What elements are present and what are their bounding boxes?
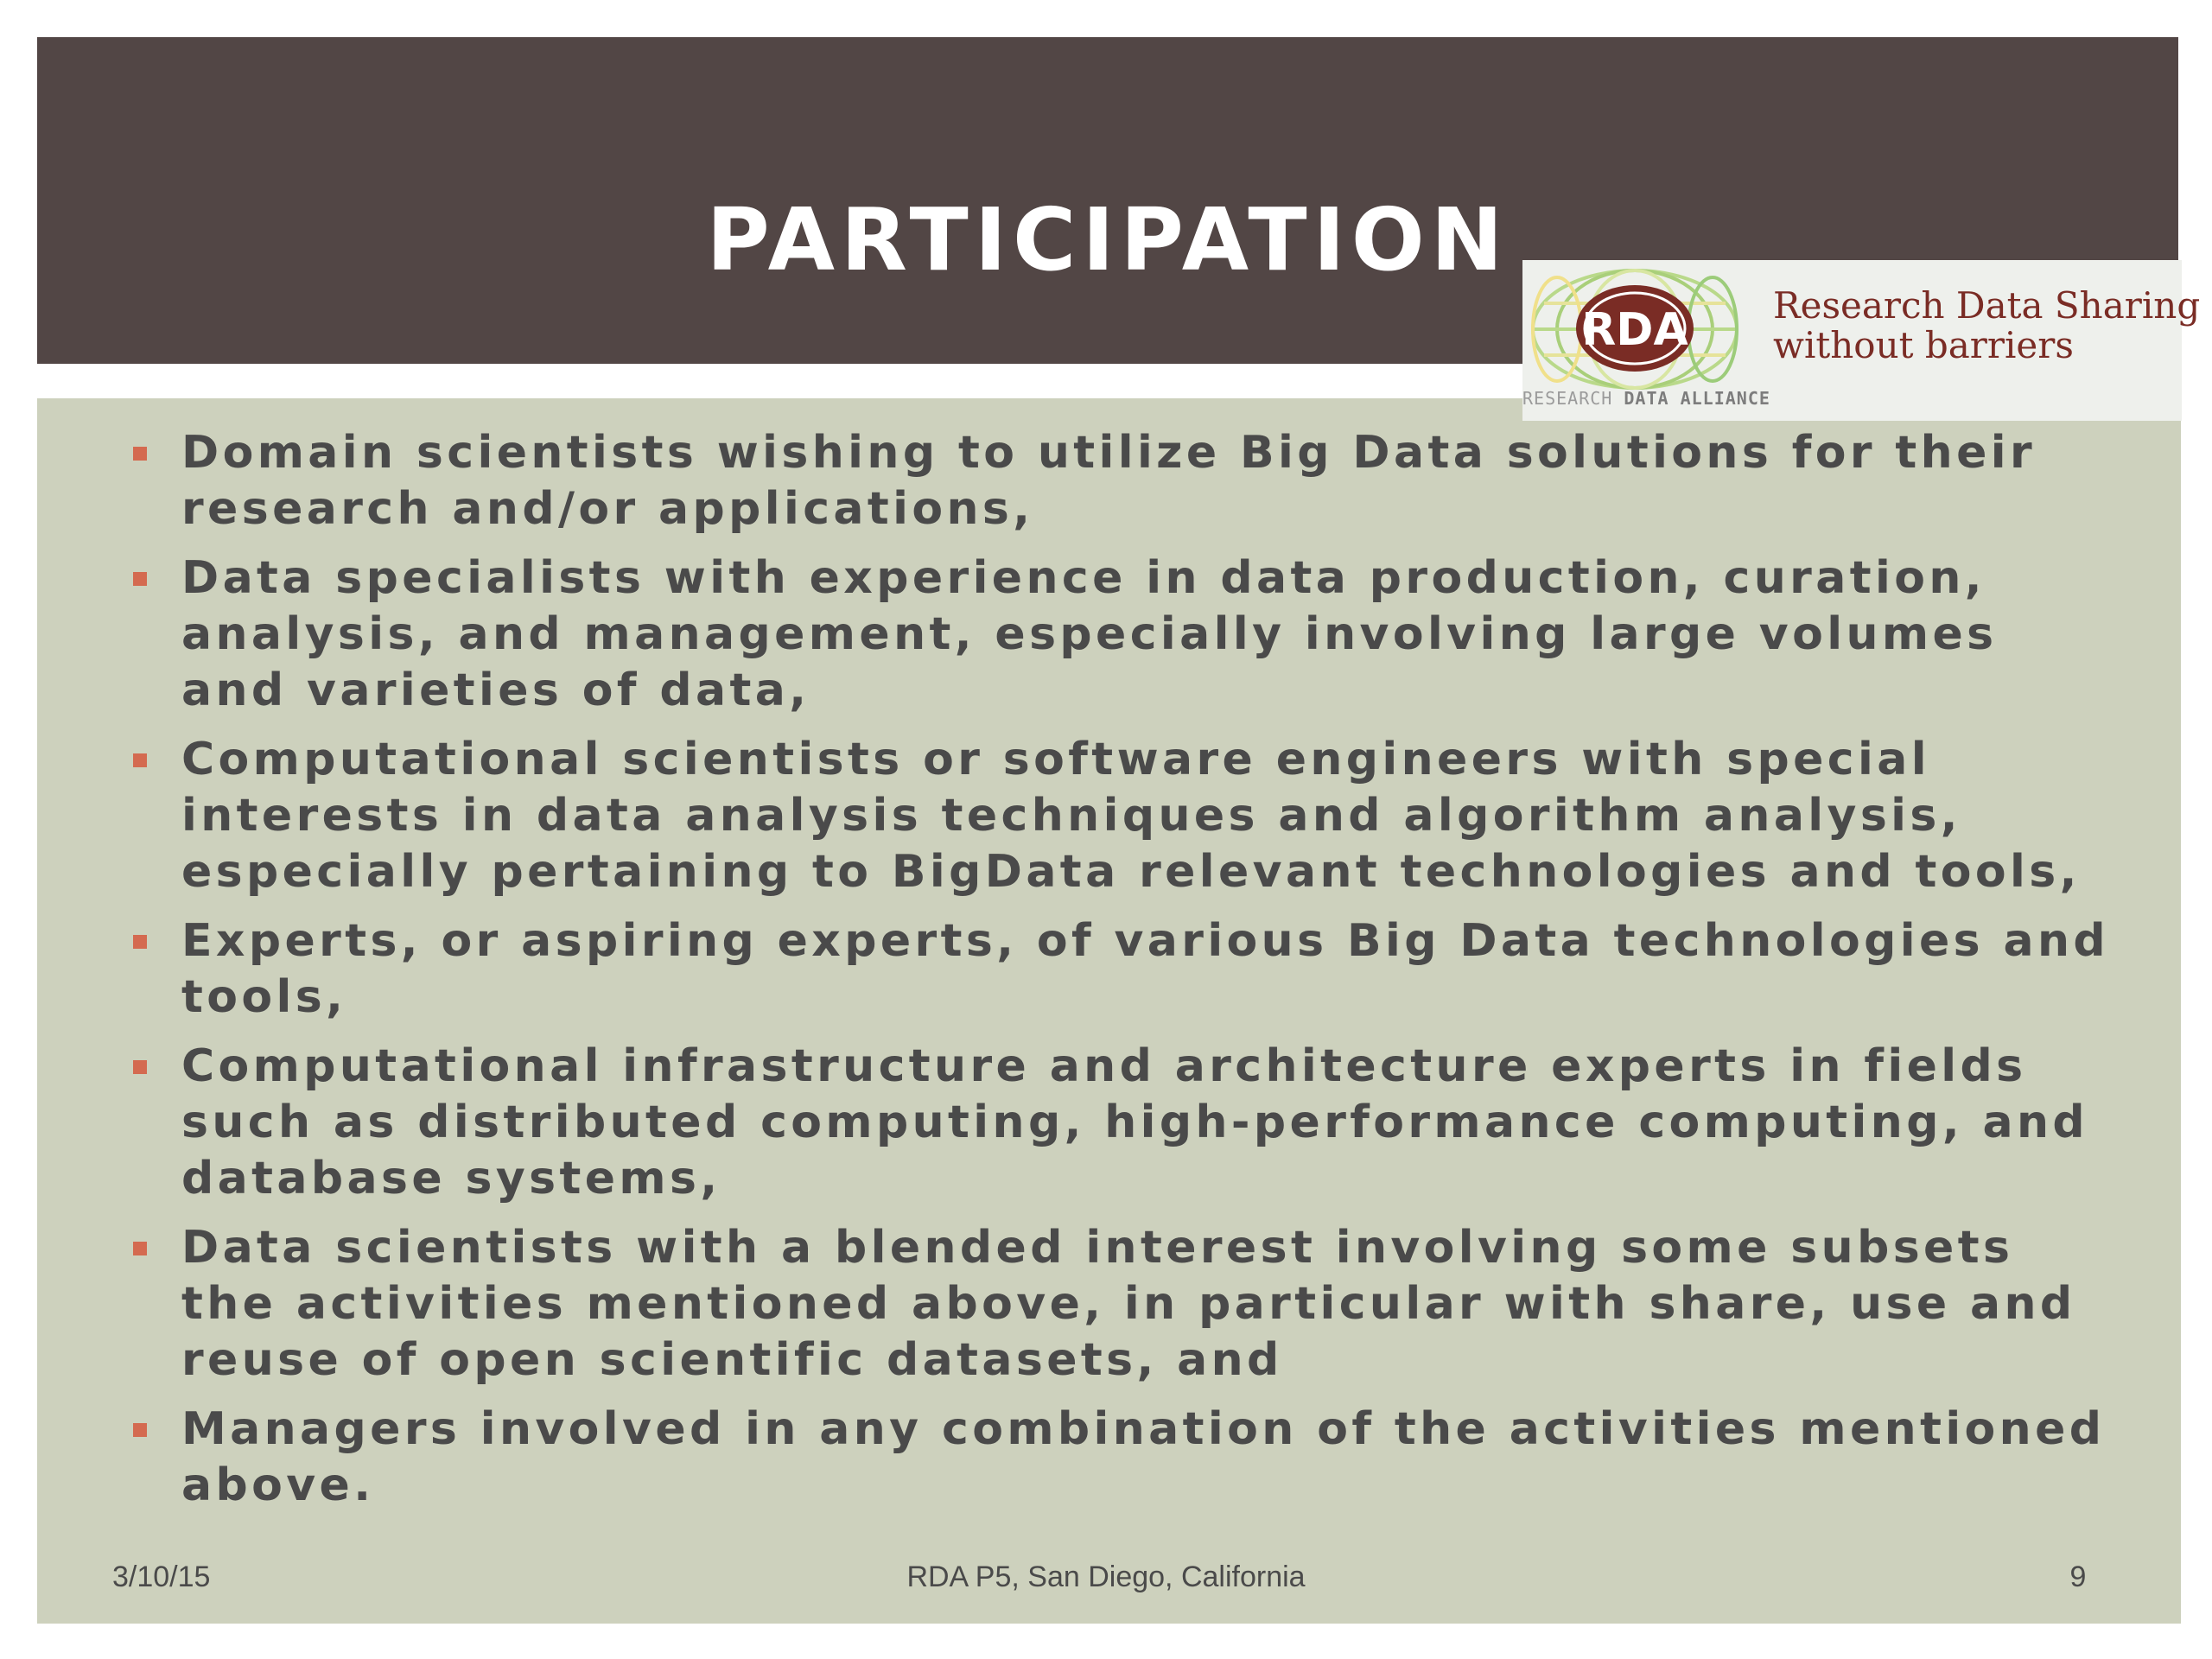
bullet-text: Domain scientists wishing to utilize Big Data solutions for their research and/or applications, [181, 427, 2037, 535]
bullet-item [128, 1402, 2115, 1514]
bullet-square-icon [133, 447, 147, 461]
rda-logo [1522, 260, 2201, 421]
bullet-item [128, 425, 2115, 537]
logo-tagline [1773, 286, 2200, 365]
rda-abbr: RDA [1581, 304, 1688, 356]
tagline-line-1: Research Data Sharing [1773, 284, 2201, 327]
logo-org-name [1522, 388, 1770, 409]
org-name-research: RESEARCH [1522, 388, 1613, 409]
bullet-item [128, 1039, 2115, 1207]
bullet-square-icon [133, 572, 147, 586]
footer-event: RDA P5, San Diego, California [906, 1560, 1306, 1593]
bullet-list [128, 425, 2115, 1527]
slide-title: PARTICIPATION [706, 189, 1510, 290]
page-number: 9 [2069, 1560, 2087, 1593]
tagline-line-2: without barriers [1773, 324, 2074, 366]
bullet-square-icon [133, 1060, 147, 1074]
bullet-square-icon [133, 935, 147, 949]
bullet-text: Computational infrastructure and architecture experts in fields such as distributed computing, high-performance computing, and database systems, [181, 1040, 2089, 1205]
bullet-item [128, 550, 2115, 719]
bullet-square-icon [133, 753, 147, 767]
bullet-text: Data specialists with experience in data production, curation, analysis, and management, especially involving large volumes and varieties of data, [181, 552, 1998, 716]
footer-date: 3/10/15 [112, 1560, 211, 1593]
org-name-alliance: DATA ALLIANCE [1624, 388, 1770, 409]
bullet-square-icon [133, 1423, 147, 1437]
bullet-item [128, 1220, 2115, 1389]
bullet-item [128, 913, 2115, 1026]
bullet-item [128, 732, 2115, 900]
bullet-text: Managers involved in any combination of the activities mentioned above. [181, 1403, 2106, 1511]
bullet-square-icon [133, 1242, 147, 1255]
bullet-text: Computational scientists or software engineers with special interests in data analysis techniques and algorithm analysis, especially pertaining to BigData relevant technologies and tools, [181, 734, 2081, 898]
bullet-text: Data scientists with a blended interest involving some subsets the activities mentioned above, in particular with share, use and reuse of open scientific datasets, and [181, 1222, 2076, 1386]
bullet-text: Experts, or aspiring experts, of various Big Data technologies and tools, [181, 915, 2110, 1023]
